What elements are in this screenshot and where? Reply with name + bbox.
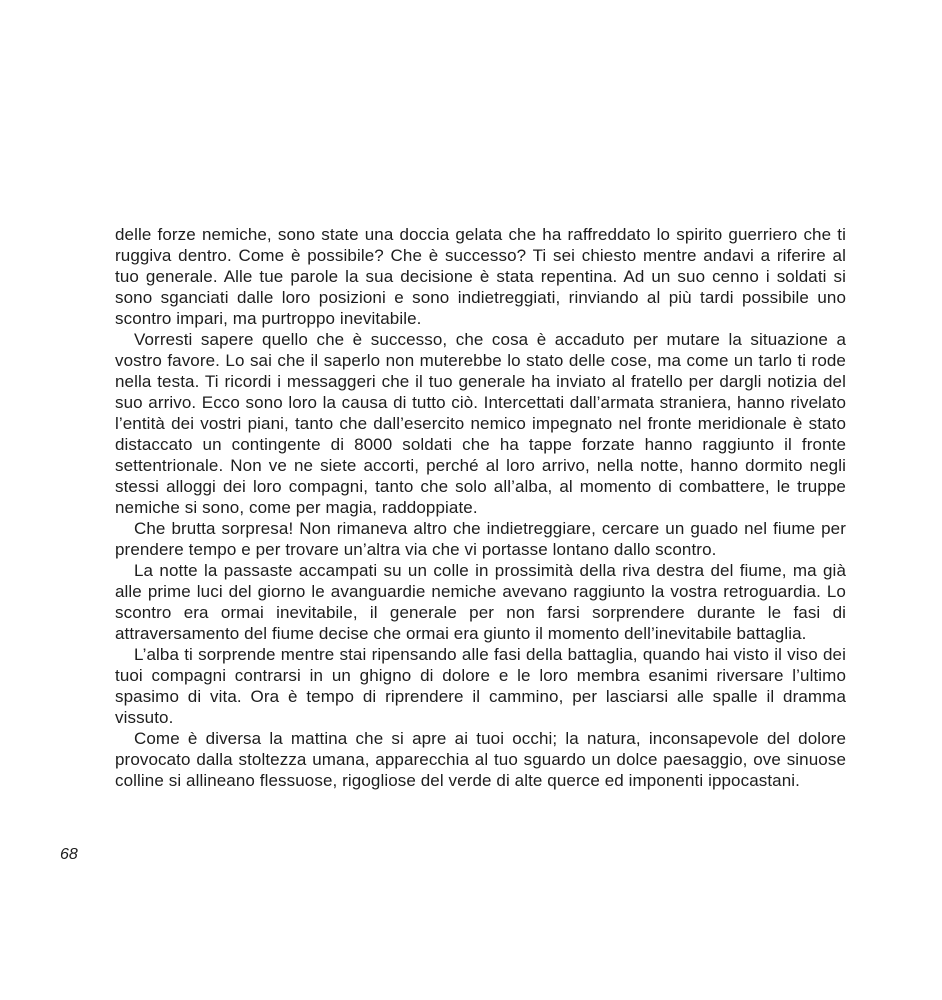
page-number: 68 bbox=[60, 846, 78, 863]
paragraph: Che brutta sorpresa! Non rimaneva altro che indietreggiare, cercare un guado nel fiume per prendere tempo e per trovare un’altra via che vi portasse lontano dallo scontro. bbox=[115, 519, 846, 559]
paragraph: Come è diversa la mattina che si apre ai tuoi occhi; la natura, inconsapevole del dolore provocato dalla stoltezza umana, apparecchia al tuo sguardo un dolce paesaggio, ove sinuose colline si allineano flessuose, rigogliose del verde di alte querce ed imponenti ippocastani. bbox=[115, 729, 846, 790]
body-text bbox=[115, 224, 846, 791]
paragraph: delle forze nemiche, sono state una doccia gelata che ha raffreddato lo spirito guerriero che ti ruggiva dentro. Come è possibile? Che è successo? Ti sei chiesto mentre andavi a riferire al tuo generale. Alle tue parole la sua decisione è stata repentina. Ad un suo cenno i soldati si sono sganciati dalle loro posizioni e sono indietreggiati, rinviando al più tardi possibile uno scontro impari, ma purtroppo inevitabile. bbox=[115, 225, 846, 328]
paragraph: L’alba ti sorprende mentre stai ripensando alle fasi della battaglia, quando hai visto il viso dei tuoi compagni contrarsi in un ghigno di dolore e le loro membra esanimi riversare l’ultimo spasimo di vita. Ora è tempo di riprendere il cammino, per lasciarsi alle spalle il dramma vissuto. bbox=[115, 645, 846, 727]
paragraph: La notte la passaste accampati su un colle in prossimità della riva destra del fiume, ma già alle prime luci del giorno le avanguardie nemiche avevano raggiunto la vostra retroguardia. Lo scontro era ormai inevitabile, il generale per non farsi sorprendere durante le fasi di attraversamento del fiume decise che ormai era giunto il momento dell’inevitabile battaglia. bbox=[115, 561, 846, 643]
paragraph: Vorresti sapere quello che è successo, che cosa è accaduto per mutare la situazione a vostro favore. Lo sai che il saperlo non muterebbe lo stato delle cose, ma come un tarlo ti rode nella testa. Ti ricordi i messaggeri che il tuo generale ha inviato al fratello per dargli notizia del suo arrivo. Ecco sono loro la causa di tutto ciò. Intercettati dall’armata straniera, hanno rivelato l’entità dei vostri piani, tanto che dall’esercito nemico impegnato nel fronte meridionale è stato distaccato un contingente di 8000 soldati che ha tappe forzate hanno raggiunto il fronte settentrionale. Non ve ne siete accorti, perché al loro arrivo, nella notte, hanno dormito negli stessi alloggi dei loro compagni, tanto che solo all’alba, al momento di combattere, le truppe nemiche si sono, come per magia, raddoppiate. bbox=[115, 330, 846, 517]
